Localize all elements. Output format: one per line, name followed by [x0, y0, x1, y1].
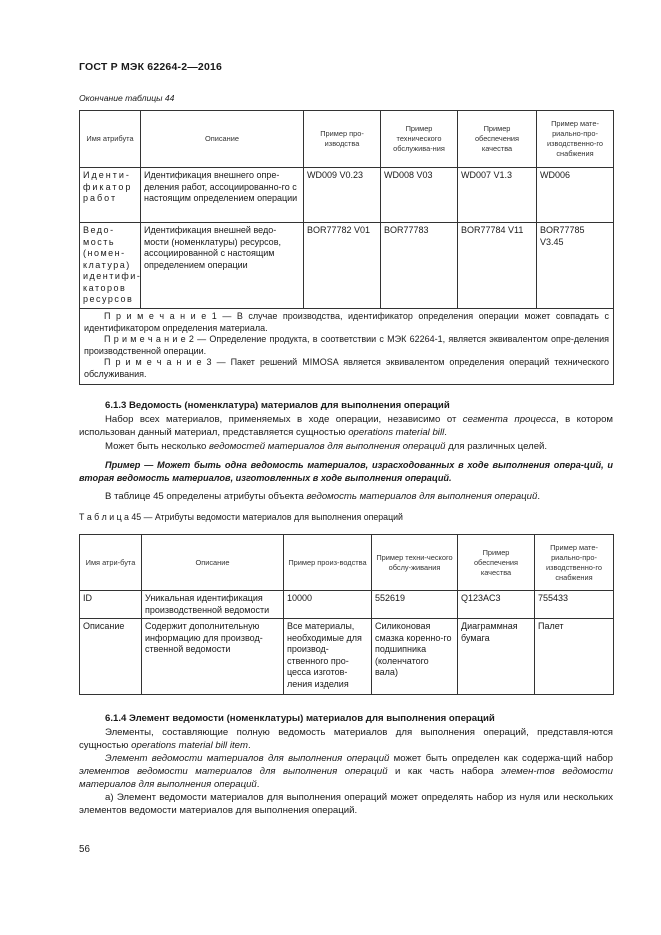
italic-term: ведомостей материалов для выполнения операций [209, 441, 446, 452]
table-cell: WD008 V03 [381, 168, 458, 223]
table45-header-row [80, 535, 614, 591]
table44-header-cell: Пример про-изводства [304, 111, 381, 168]
text-run: . [537, 491, 541, 502]
table-cell: Иденти-фикатор работ [80, 168, 141, 223]
table44-notes-row [80, 309, 614, 385]
table-cell: WD006 [537, 168, 614, 223]
paragraph: а) Элемент ведомости материалов для выполнения операций может определять набор из нуля или нескольких элементов ведомости материалов для выполнения операций. [79, 792, 613, 816]
table-cell: WD007 V1.3 [458, 168, 537, 223]
table-note: П р и м е ч а н и е 2 — Определение продукта, в соответствии с МЭК 62264-1, является эквивалентом опре-деления производственной операции. [84, 334, 609, 356]
text-run: для различных целей. [445, 441, 548, 452]
paragraph [79, 726, 613, 752]
table-cell: Идентификация внешней ведо-мости (номенклатуры) ресурсов, ассоциированной с настоящим определением операции [141, 223, 304, 309]
text-run: Набор всех материалов, применяемых в ходе операции, независимо от [105, 414, 463, 425]
table-cell: Диаграммная бумага [458, 619, 535, 695]
table-cell: Описание [80, 619, 142, 695]
table-cell: Идентификация внешнего опре-деления работ, ассоциированно-го с настоящим определением операции [141, 168, 304, 223]
paragraph [79, 440, 613, 453]
table-cell: Содержит дополнительную информацию для производ-ственной ведомости [142, 619, 284, 695]
table-row [80, 619, 614, 695]
table-row [80, 223, 614, 309]
table-44 [79, 110, 614, 385]
table45-header-cell: Пример произ-водства [284, 535, 372, 591]
table45-header-cell: Пример обеспечения качества [458, 535, 535, 591]
table44-caption: Окончание таблицы 44 [79, 93, 175, 103]
text-run: . [256, 779, 260, 790]
table-cell: Ведо-мость (номен-клатура) идентифи-каторов ресурсов [80, 223, 141, 309]
table45-header-cell: Описание [142, 535, 284, 591]
text-run: Элементы, составляющие полную ведомость материалов для выполнения операций, представля-ются сущностью [79, 727, 613, 751]
table44-header-cell: Имя атрибута [80, 111, 141, 168]
text-run: . [247, 740, 251, 751]
italic-term: сегмента процесса [462, 414, 557, 425]
italic-term: элементов ведомости материалов для выполнения операций [79, 766, 388, 777]
paragraph [79, 752, 613, 791]
table-note: П р и м е ч а н и е 3 — Пакет решений MIMOSA является эквивалентом определения операций технического обслуживания. [84, 357, 609, 379]
table-note: П р и м е ч а н и е 1 — В случае производства, идентификатор определения операции может совпадать с идентификатором определения материала. [84, 311, 609, 333]
table45-header-cell: Пример мате-риально-про-изводственно-го снабжения [535, 535, 614, 591]
paragraph [79, 413, 613, 439]
table-cell: 10000 [284, 591, 372, 619]
table-cell: BOR77782 V01 [304, 223, 381, 309]
table-cell: 552619 [372, 591, 458, 619]
example-text: Пример — Может быть одна ведомость материалов, израсходованных в ходе выполнения опера-ций, и вторая ведомость материалов, изготовленных в ходе выполнения операций. [79, 460, 613, 483]
text-run: может быть определен как содержа-щий набор [389, 753, 613, 764]
table-cell: Силиконовая смазка коренно-го подшипника (коленчатого вала) [372, 619, 458, 695]
italic-term: operations material bill item [131, 740, 248, 751]
table45-header-cell: Пример техни-ческого обслу-живания [372, 535, 458, 591]
table44-header-cell: Пример мате-риально-про-изводственно-го снабжения [537, 111, 614, 168]
table-cell: Q123AC3 [458, 591, 535, 619]
paragraph [79, 490, 613, 503]
table44-header-cell: Пример обеспечения качества [458, 111, 537, 168]
standard-header: ГОСТ Р МЭК 62264-2—2016 [79, 61, 223, 73]
table-row [80, 168, 614, 223]
section-6-1-3-heading: 6.1.3 Ведомость (номенклатура) материалов для выполнения операций [105, 400, 450, 411]
italic-term: ведомость материалов для выполнения операций [306, 491, 538, 502]
text-run: Может быть несколько [105, 441, 210, 452]
table44-header-row [80, 111, 614, 168]
table-45 [79, 534, 614, 695]
text-run: и как часть набора [387, 766, 502, 777]
table-cell: Все материалы, необходимые для производ-ственного про-цесса изготов-ления изделия [284, 619, 372, 695]
page-number: 56 [79, 844, 90, 855]
text-run: . [444, 427, 447, 438]
italic-term: элемен-тов ведомости материалов для выполнения операций [79, 766, 613, 790]
text-run: В таблице 45 определены атрибуты объекта [105, 491, 307, 502]
table44-header-cell: Пример технического обслужива-ния [381, 111, 458, 168]
table-cell: BOR77784 V11 [458, 223, 537, 309]
table-cell: BOR77783 [381, 223, 458, 309]
table-cell: BOR77785 V3.45 [537, 223, 614, 309]
table-cell: Палет [535, 619, 614, 695]
table-cell: 755433 [535, 591, 614, 619]
table45-header-cell: Имя атри-бута [80, 535, 142, 591]
table-cell: WD009 V0.23 [304, 168, 381, 223]
italic-term: operations material bill [348, 427, 445, 438]
table-cell: ID [80, 591, 142, 619]
section-6-1-4-heading: 6.1.4 Элемент ведомости (номенклатуры) материалов для выполнения операций [105, 713, 495, 724]
italic-term: Элемент ведомости материалов для выполнения операций [105, 753, 390, 764]
table-row [80, 591, 614, 619]
table44-notes-cell [80, 309, 614, 385]
table44-header-cell: Описание [141, 111, 304, 168]
text-run: , в котором использован данный материал, представляется сущностью [79, 414, 613, 438]
table45-caption: Т а б л и ц а 45 — Атрибуты ведомости материалов для выполнения операций [79, 512, 403, 522]
table-cell: Уникальная идентификация производственной ведомости [142, 591, 284, 619]
